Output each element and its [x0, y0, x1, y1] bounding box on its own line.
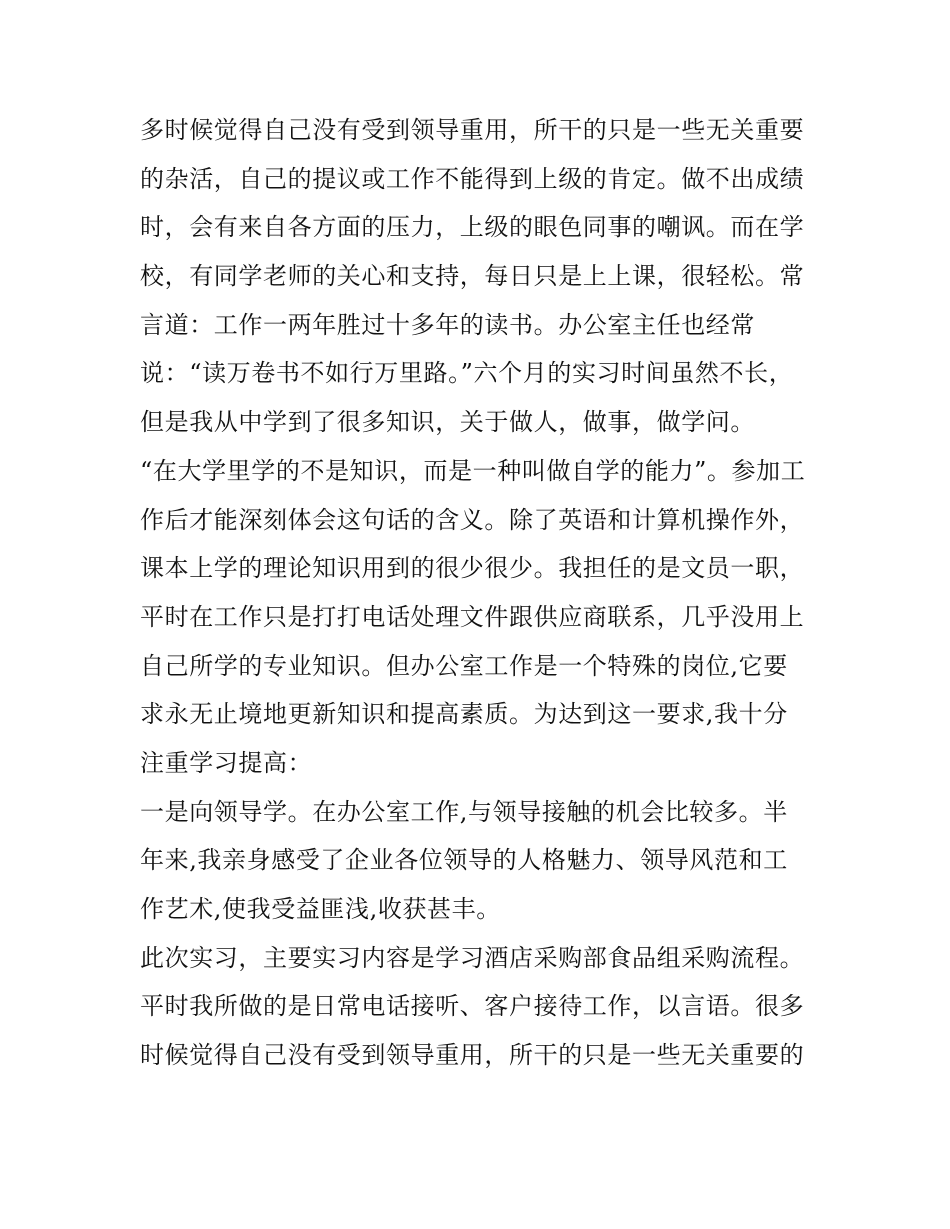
text-line-17: 作艺术,使我受益匪浅,收获甚丰。	[140, 895, 501, 923]
text-line-7: 但是我从中学到了很多知识，关于做人，做事，做学问。	[140, 408, 755, 437]
text-line-11: 平时在工作只是打打电话处理文件跟供应商联系，几乎没用上	[140, 602, 805, 631]
text-line-19: 平时我所做的是日常电话接听、客户接待工作，以言语。很多	[140, 992, 805, 1021]
text-line-15: 一是向领导学。在办公室工作,与领导接触的机会比较多。半	[140, 797, 788, 826]
text-line-2: 的杂活，自己的提议或工作不能得到上级的肯定。做不出成绩	[140, 164, 805, 193]
text-line-16: 年来,我亲身感受了企业各位领导的人格魅力、领导风范和工	[140, 846, 788, 875]
text-line-13: 求永无止境地更新知识和提高素质。为达到这一要求,我十分	[140, 700, 788, 729]
body-text	[140, 106, 830, 1080]
text-line-14: 注重学习提高：	[140, 748, 313, 777]
text-line-4: 校，有同学老师的关心和支持，每日只是上上课，很轻松。常	[140, 262, 805, 291]
text-line-3: 时，会有来自各方面的压力，上级的眼色同事的嘲讽。而在学	[140, 213, 805, 242]
text-line-1: 多时候觉得自己没有受到领导重用，所干的只是一些无关重要	[140, 116, 805, 144]
text-line-5: 言道：工作一两年胜过十多年的读书。办公室主任也经常	[140, 310, 755, 339]
text-line-8: “在大学里学的不是知识，而是一种叫做自学的能力”。参加工	[140, 456, 806, 485]
text-line-6: 说：“读万卷书不如行万里路。”六个月的实习时间虽然不长，	[140, 359, 794, 388]
text-line-9: 作后才能深刻体会这句话的含义。除了英语和计算机操作外，	[140, 505, 805, 534]
text-line-12: 自己所学的专业知识。但办公室工作是一个特殊的岗位,它要	[140, 651, 788, 680]
text-line-10: 课本上学的理论知识用到的很少很少。我担任的是文员一职，	[140, 554, 805, 583]
text-line-20: 时候觉得自己没有受到领导重用，所干的只是一些无关重要的	[140, 1041, 805, 1070]
text-line-18: 此次实习，主要实习内容是学习酒店采购部食品组采购流程。	[140, 943, 805, 972]
